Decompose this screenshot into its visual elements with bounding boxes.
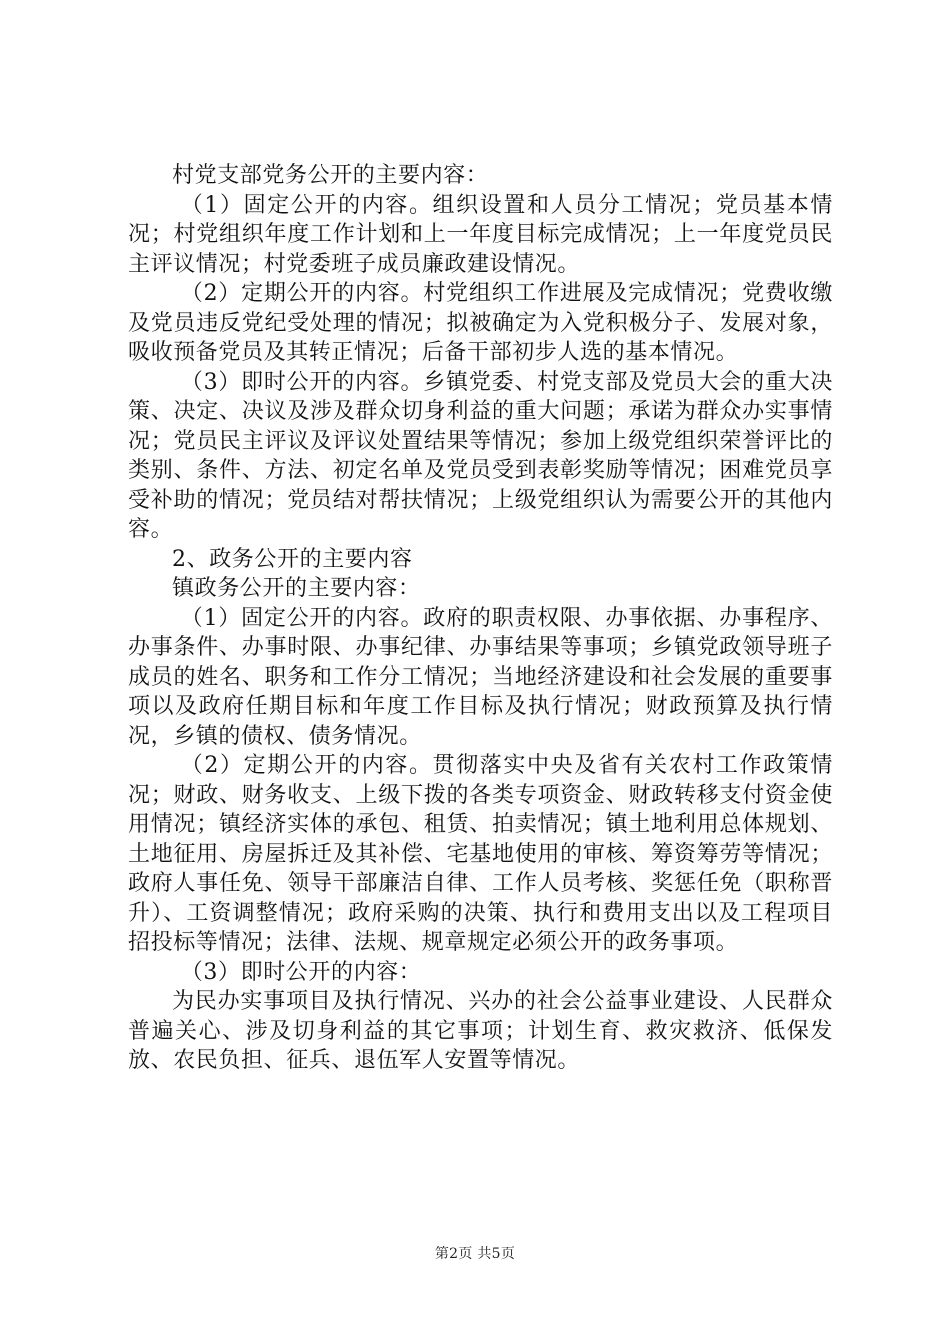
paragraph-party-immediate: （3）即时公开的内容。乡镇党委、村党支部及党员大会的重大决策、决定、决议及涉及群众切身利益的重大问题；承诺为群众办实事情况；党员民主评议及评议处置结果等情况；参加上级党组织荣誉评比的类别、条件、方法、初定名单及党员受到表彰奖励等情况；困难党员享受补助的情况；党员结对帮扶情况；上级党组织认为需要公开的其他内容。 (128, 369, 833, 542)
paragraph-party-periodic: （2）定期公开的内容。村党组织工作进展及完成情况；党费收缴及党员违反党纪受处理的情况；拟被确定为入党积极分子、发展对象，吸收预备党员及其转正情况；后备干部初步人选的基本情况。 (128, 281, 833, 365)
document-body (128, 161, 833, 1076)
paragraph-government-immediate-heading: （3）即时公开的内容： (180, 959, 422, 985)
paragraph-government-immediate: 为民办实事项目及执行情况、兴办的社会公益事业建设、人民群众普遍关心、涉及切身利益的其它事项；计划生育、救灾救济、低保发放、农民负担、征兵、退伍军人安置等情况。 (128, 989, 833, 1073)
paragraph-government-fixed: （1）固定公开的内容。政府的职责权限、办事依据、办事程序、办事条件、办事时限、办事纪律、办事结果等事项；乡镇党政领导班子成员的姓名、职务和工作分工情况；当地经济建设和社会发展的重要事项以及政府任期目标和年度工作目标及执行情况；财政预算及执行情况，乡镇的债权、债务情况。 (128, 605, 833, 749)
paragraph-government-periodic: （2）定期公开的内容。贯彻落实中央及省有关农村工作政策情况；财政、财务收支、上级下拨的各类专项资金、财政转移支付资金使用情况；镇经济实体的承包、租赁、拍卖情况；镇土地利用总体规划、土地征用、房屋拆迁及其补偿、宅基地使用的审核、筹资筹劳等情况；政府人事任免、领导干部廉洁自律、工作人员考核、奖惩任免（职称晋升）、工资调整情况；政府采购的决策、执行和费用支出以及工程项目招投标等情况；法律、法规、规章规定必须公开的政务事项。 (128, 753, 833, 955)
paragraph-party-fixed: （1）固定公开的内容。组织设置和人员分工情况；党员基本情况；村党组织年度工作计划和上一年度目标完成情况；上一年度党员民主评议情况；村党委班子成员廉政建设情况。 (128, 192, 833, 277)
page-footer: 第2页 共5页 (434, 1246, 516, 1262)
paragraph-government-intro: 镇政务公开的主要内容： (172, 576, 421, 601)
paragraph-party-intro: 村党支部党务公开的主要内容： (172, 163, 489, 188)
section-heading-government-affairs: 2、政务公开的主要内容 (172, 546, 413, 572)
